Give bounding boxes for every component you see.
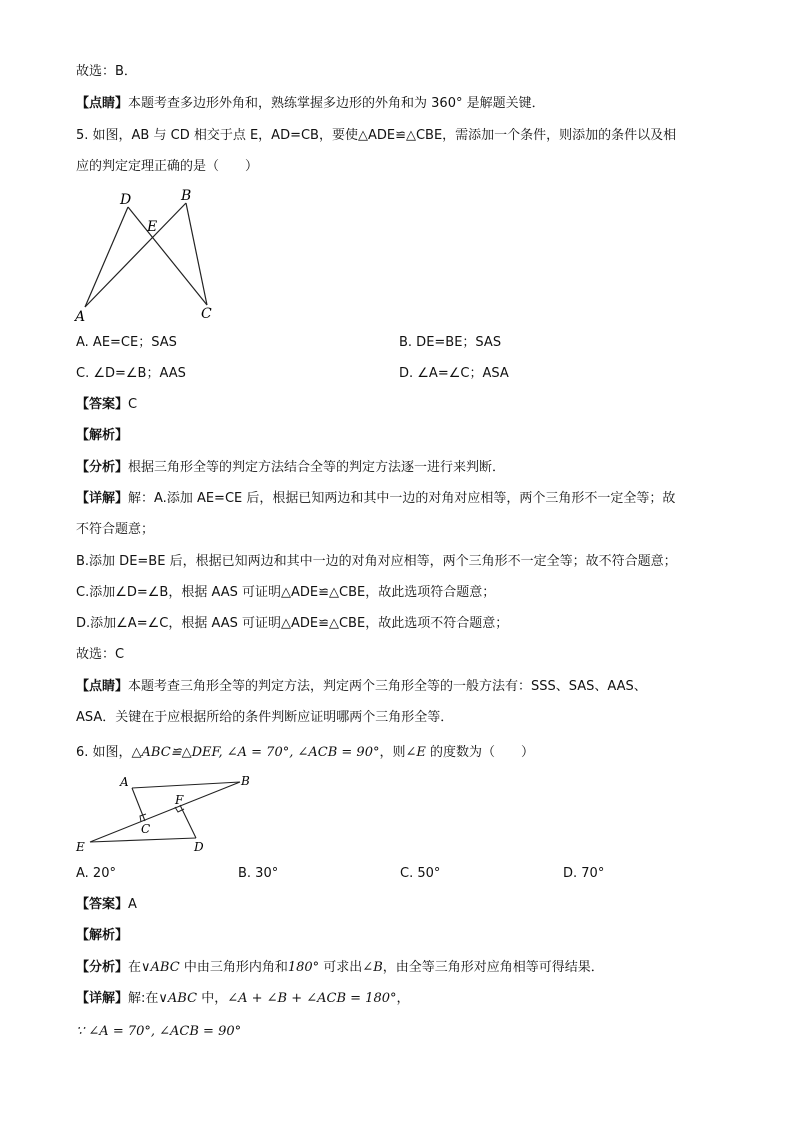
- fenxi-6-a: 在: [128, 960, 142, 975]
- option-6a: A. 20°: [76, 866, 116, 881]
- answer-6: [76, 895, 137, 915]
- question-6: [76, 743, 534, 763]
- option-5d: D. ∠A=∠C；ASA: [399, 366, 509, 381]
- segment-BE: [90, 782, 240, 842]
- jiexi-5: 【解析】: [76, 428, 129, 443]
- label-D: D: [120, 192, 132, 208]
- fenxi-6-d: ，由全等三角形对应角相等可得结果．: [382, 960, 604, 975]
- xiangjie-6-tag: 【详解】: [76, 991, 129, 1006]
- label-B: B: [241, 774, 250, 788]
- xiangjie-6-m1: ∨ABC: [158, 991, 198, 1006]
- option-6c: C. 50°: [400, 866, 441, 881]
- option-5a: A. AE=CE；SAS: [76, 335, 177, 350]
- segment-AD: [85, 207, 128, 307]
- answer-5: [76, 395, 137, 415]
- label-A: A: [120, 775, 129, 789]
- dianjing-5-text: 本题考查三角形全等的判定方法，判定两个三角形全等的一般方法有：SSS、SAS、AAS、: [128, 679, 647, 694]
- xiangjie-6-m2: ∠A + ∠B + ∠ACB = 180°: [227, 991, 397, 1006]
- figure-5-diagram: [70, 185, 230, 325]
- label-C: C: [201, 306, 212, 322]
- figure-6-diagram: [70, 770, 270, 860]
- answer-6-tag: 【答案】: [76, 897, 129, 912]
- segment-AC: [132, 788, 145, 821]
- fenxi-5: [76, 458, 505, 478]
- q6-suffix: 的度数为（ ）: [425, 745, 535, 760]
- label-F: F: [175, 793, 184, 807]
- option-5c: C. ∠D=∠B；AAS: [76, 366, 186, 381]
- dianjing-1: [76, 94, 545, 114]
- dianjing-5-2: ASA．关键在于应根据所给的条件判断应证明哪两个三角形全等．: [76, 710, 454, 725]
- fenxi-6-m1: ∨ABC: [141, 960, 180, 975]
- xiangjie-tag: 【详解】: [76, 491, 129, 506]
- fenxi-text: 根据三角形全等的判定方法结合全等的判定方法逐一进行来判断．: [128, 460, 506, 475]
- xiangjie-5-d: D.添加∠A=∠C，根据 AAS 可证明△ADE≌△CBE，故此选项不符合题意；: [76, 616, 509, 631]
- label-E: E: [147, 219, 158, 235]
- question-5-line1: 5. 如图，AB 与 CD 相交于点 E，AD=CB，要使△ADE≌△CBE，需添加一个条件，则添加的条件以及相: [76, 128, 677, 143]
- q6-math2: ∠E: [405, 745, 426, 760]
- fenxi-6-m3: ∠B: [362, 960, 383, 975]
- label-A: A: [75, 309, 86, 325]
- segment-AB: [132, 782, 240, 788]
- xiangjie-6: [76, 989, 410, 1009]
- option-6d: D. 70°: [563, 866, 605, 881]
- option-5b: B. DE=BE；SAS: [399, 335, 502, 350]
- dianjing-tag: 【点睛】: [76, 96, 129, 111]
- fenxi-6-c: 可求出: [319, 960, 363, 975]
- q6-prefix: 6. 如图，: [76, 745, 132, 760]
- dianjing-5-1: [76, 677, 647, 697]
- label-D: D: [194, 840, 204, 854]
- since-line: ∵ ∠A = 70°, ∠ACB = 90°: [76, 1024, 242, 1039]
- line-guxuan-b: 故选：B．: [76, 64, 137, 79]
- q6-math: △ABC≌△DEF, ∠A = 70°, ∠ACB = 90°: [131, 745, 380, 760]
- xiangjie-6-a: 解:在: [128, 991, 159, 1006]
- segment-E-D: [90, 838, 196, 842]
- segment-AB: [85, 203, 186, 307]
- xiangjie-5-a1: [76, 489, 675, 509]
- answer-6-value: A: [128, 897, 137, 912]
- xiangjie-6-c: ，: [396, 991, 410, 1006]
- xiangjie-text: 解：A.添加 AE=CE 后，根据已知两边和其中一边的对角对应相等，两个三角形不一定全等；故: [128, 491, 676, 506]
- fenxi-6-b: 中由三角形内角和: [179, 960, 288, 975]
- fenxi-6-m2: 180°: [287, 960, 320, 975]
- label-C: C: [141, 822, 151, 836]
- answer-value: C: [128, 397, 138, 412]
- question-5-line2: 应的判定定理正确的是（ ）: [76, 159, 259, 174]
- option-6b: B. 30°: [238, 866, 279, 881]
- fenxi-6-tag: 【分析】: [76, 960, 129, 975]
- dianjing-text: 本题考查多边形外角和，熟练掌握多边形的外角和为 360° 是解题关键．: [128, 96, 545, 111]
- jiexi-6: 【解析】: [76, 928, 129, 943]
- answer-tag: 【答案】: [76, 397, 129, 412]
- xiangjie-6-b: 中，: [197, 991, 228, 1006]
- label-E: E: [76, 840, 85, 854]
- xiangjie-5-b: B.添加 DE=BE 后，根据已知两边和其中一边的对角对应相等，两个三角形不一定全等；故不符合题意；: [76, 554, 677, 569]
- guxuan-5: 故选：C: [76, 647, 125, 662]
- xiangjie-5-a2: 不符合题意；: [76, 522, 155, 537]
- dianjing-5-tag: 【点睛】: [76, 679, 129, 694]
- label-B: B: [181, 188, 192, 204]
- fenxi-tag: 【分析】: [76, 460, 129, 475]
- xiangjie-5-c: C.添加∠D=∠B，根据 AAS 可证明△ADE≌△CBE，故此选项符合题意；: [76, 585, 496, 600]
- segment-BC: [186, 203, 207, 305]
- q6-mid: ，则: [379, 745, 406, 760]
- fenxi-6: [76, 958, 604, 978]
